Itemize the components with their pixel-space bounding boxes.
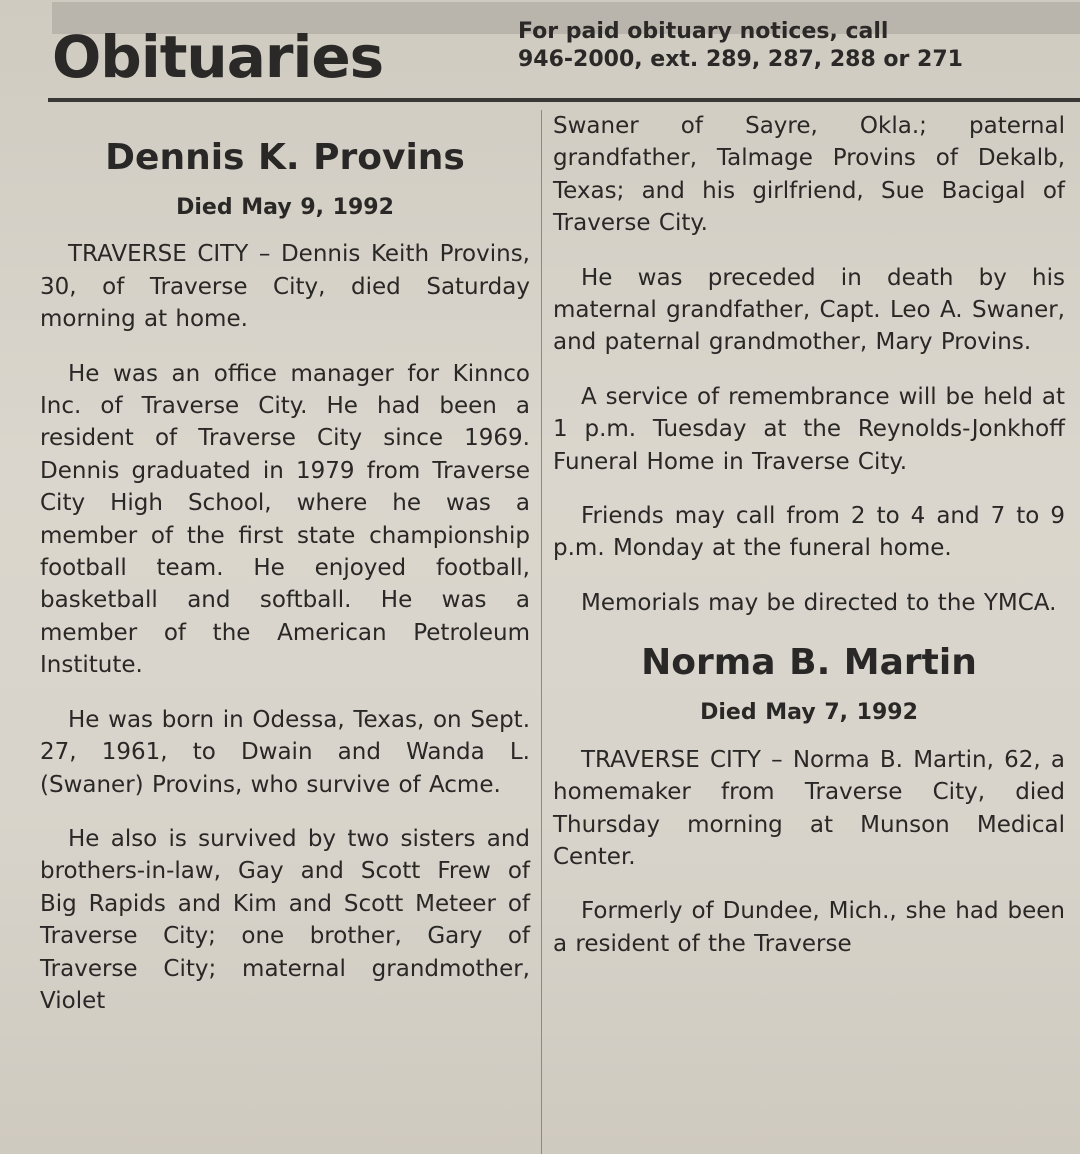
column-right: [553, 110, 1065, 982]
paid-notice-line-1: For paid obituary notices, call: [518, 19, 889, 44]
provins-paragraph-8: Friends may call from 2 to 4 and 7 to 9 p.m. Monday at the funeral home.: [553, 503, 1065, 562]
paid-notice-line-2: 946-2000, ext. 289, 287, 288 or 271: [518, 47, 963, 72]
death-date-martin: Died May 7, 1992: [700, 700, 918, 726]
death-date-provins: Died May 9, 1992: [176, 195, 394, 220]
martin-paragraph-2: Formerly of Dundee, Mich., she had been a resident of the Traverse: [553, 898, 1065, 957]
provins-paragraph-6: He was preceded in death by his maternal grandfather, Capt. Leo A. Swaner, and paternal grandmother, Mary Provins.: [553, 264, 1065, 356]
column-left: [40, 110, 530, 1039]
provins-paragraph-2: He was an office manager for Kinnco Inc. of Traverse City. He had been a resident of Traverse City since 1969. Dennis graduated in 1979 from Traverse City High School, where he was a member of the first state championship football team. He enjoyed football, basketball and softball. He was a member of the American Petroleum Institute.: [40, 360, 530, 679]
provins-paragraph-1: TRAVERSE CITY – Dennis Keith Provins, 30, of Traverse City, died Saturday morning at home.: [40, 241, 530, 333]
column-divider: [541, 110, 542, 1154]
provins-paragraph-4: He also is survived by two sisters and brothers-in-law, Gay and Scott Frew of Big Rapids and Kim and Scott Meteer of Traverse City; one brother, Gary of Traverse City; maternal grandmother, Violet: [40, 825, 530, 1014]
obituary-name-martin: Norma B. Martin: [641, 642, 977, 684]
martin-paragraph-1: TRAVERSE CITY – Norma B. Martin, 62, a homemaker from Traverse City, died Thursday morning at Munson Medical Center.: [553, 746, 1065, 870]
provins-paragraph-5: Swaner of Sayre, Okla.; paternal grandfather, Talmage Provins of Dekalb, Texas; and his girlfriend, Sue Bacigal of Traverse City.: [553, 113, 1065, 237]
paid-notice-info: [518, 18, 1058, 74]
provins-paragraph-7: A service of remembrance will be held at 1 p.m. Tuesday at the Reynolds-Jonkhoff Funeral Home in Traverse City.: [553, 383, 1065, 475]
provins-paragraph-3: He was born in Odessa, Texas, on Sept. 27, 1961, to Dwain and Wanda L. (Swaner) Provins, who survive of Acme.: [40, 706, 530, 798]
obituary-name-provins: Dennis K. Provins: [105, 137, 465, 178]
provins-paragraph-9: Memorials may be directed to the YMCA.: [581, 589, 1057, 616]
masthead-rule: [48, 98, 1080, 102]
section-title: Obituaries: [52, 23, 384, 91]
